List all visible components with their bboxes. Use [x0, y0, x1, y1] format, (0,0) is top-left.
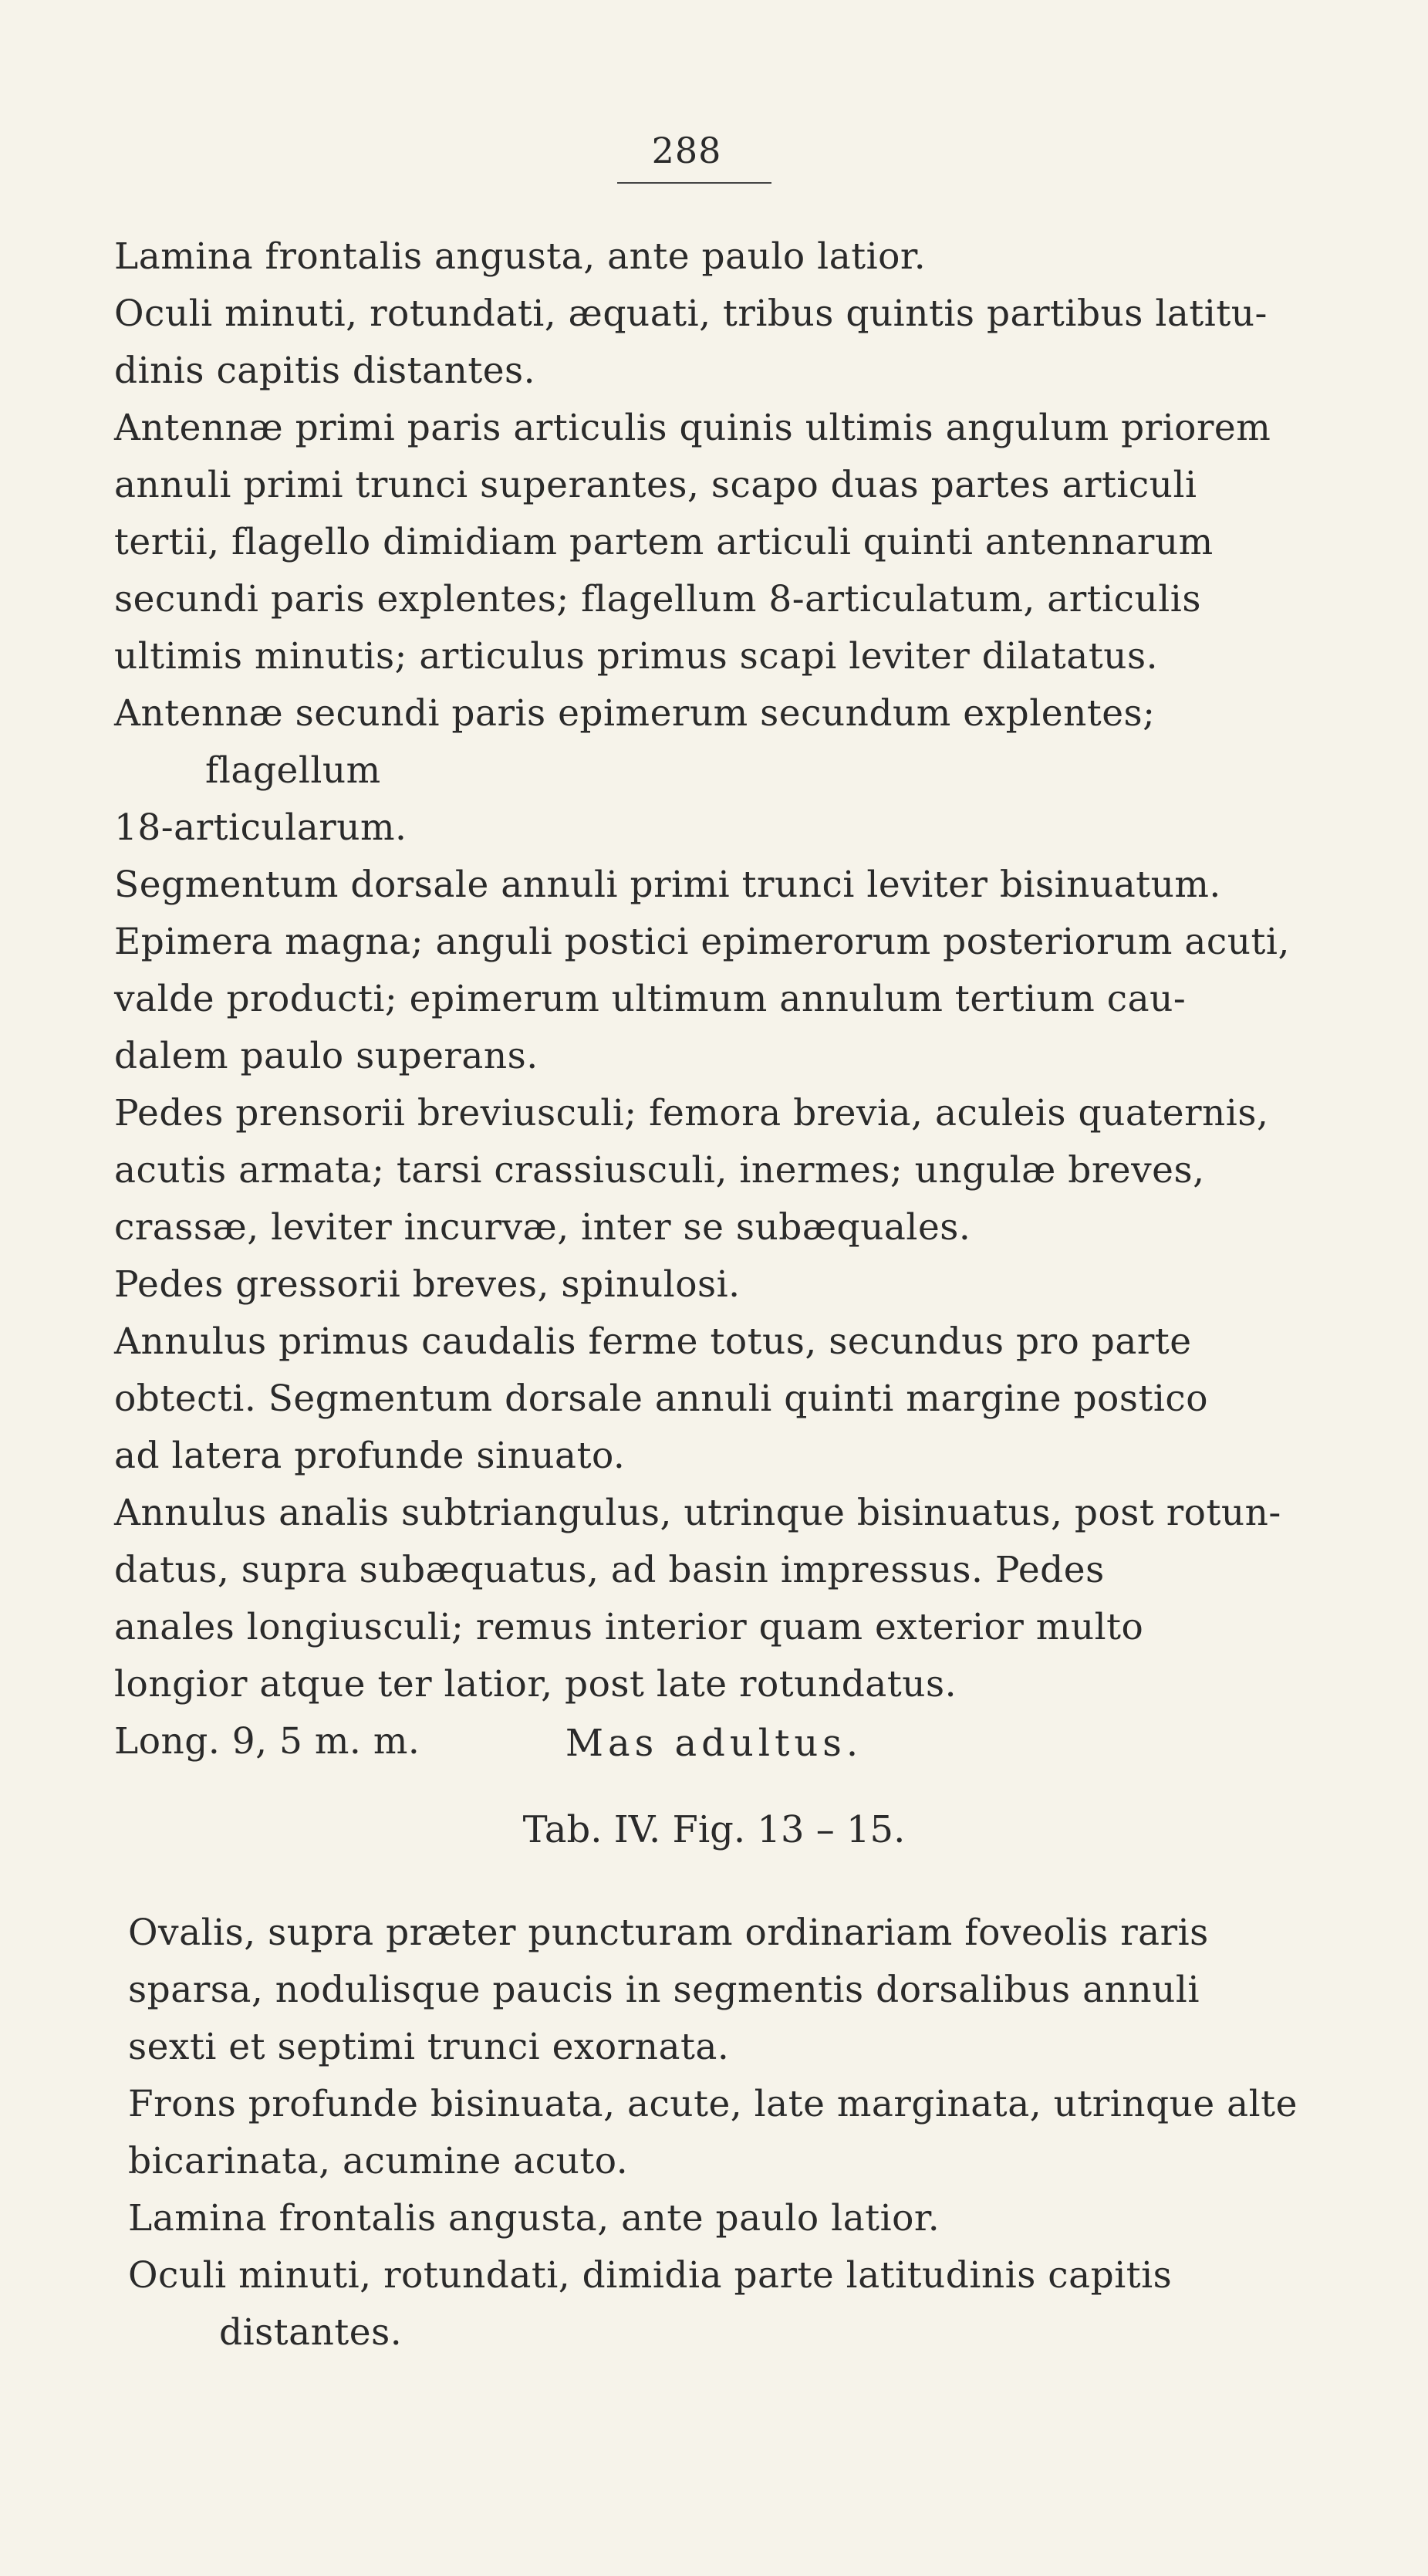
- text-line: Antennæ primi paris articulis quinis ultimis angulum priorem: [114, 407, 1271, 449]
- text-line: anales longiusculi; remus interior quam exterior multo: [114, 1606, 1144, 1648]
- paragraph-entry: [128, 2076, 1339, 2190]
- text-line: Annulus analis subtriangulus, utrinque bisinuatus, post rotun-: [114, 1492, 1281, 1534]
- text-line: Annulus primus caudalis ferme totus, secundus pro parte: [114, 1320, 1192, 1363]
- text-line: Lamina frontalis angusta, ante paulo latior.: [128, 2197, 940, 2240]
- text-line: longior atque ter latior, post late rotundatus.: [114, 1663, 957, 1706]
- text-line: 18-articularum.: [114, 806, 407, 849]
- text-line: sparsa, nodulisque paucis in segmentis dorsalibus annuli: [128, 1969, 1200, 2011]
- text-line: Long. 9, 5 m. m.: [114, 1720, 420, 1763]
- text-line: Frons profunde bisinuata, acute, late marginata, utrinque alte: [128, 2083, 1298, 2125]
- text-line: Segmentum dorsale annuli primi trunci leviter bisinuatum.: [114, 864, 1221, 906]
- text-line: Oculi minuti, rotundati, æquati, tribus quintis partibus latitu-: [114, 292, 1268, 335]
- paragraph-entry: [114, 400, 1325, 685]
- page-number-container: [609, 127, 764, 174]
- paragraph-entry: [114, 1256, 1325, 1313]
- paragraph-entry: [114, 914, 1325, 1085]
- paragraph-entry: [114, 1313, 1325, 1485]
- text-line: annuli primi trunci superantes, scapo duas partes articuli: [114, 464, 1197, 506]
- text-line: ad latera profunde sinuato.: [114, 1435, 626, 1477]
- text-line: Pedes gressorii breves, spinulosi.: [114, 1263, 741, 1306]
- text-line: Lamina frontalis angusta, ante paulo latior.: [114, 235, 927, 278]
- paragraph-entry: [128, 1905, 1339, 2076]
- text-line: dalem paulo superans.: [114, 1035, 538, 1077]
- text-line: Antennæ secundi paris epimerum secundum explentes; flagellum: [114, 692, 1156, 792]
- paragraph-entry: [114, 1485, 1325, 1713]
- text-line: ultimis minutis; articulus primus scapi leviter dilatatus.: [114, 635, 1159, 678]
- text-line: acutis armata; tarsi crassiusculi, inermes; ungulæ breves,: [114, 1149, 1205, 1192]
- paragraph-entry: [128, 2247, 1339, 2361]
- paragraph-entry: [114, 685, 1325, 857]
- text-line: Epimera magna; anguli postici epimerorum posteriorum acuti,: [114, 921, 1290, 963]
- text-line: valde producti; epimerum ultimum annulum tertium cau-: [114, 978, 1187, 1020]
- text-line: dinis capitis distantes.: [114, 350, 536, 392]
- paragraph-entry: [114, 286, 1325, 400]
- text-line: crassæ, leviter incurvæ, inter se subæquales.: [114, 1206, 971, 1249]
- paragraph-entry: [114, 857, 1325, 914]
- paragraph-entry: [114, 228, 1325, 286]
- section-heading: Mas adultus.: [565, 1722, 863, 1765]
- plate-reference: Tab. IV. Fig. 13 – 15.: [522, 1808, 906, 1851]
- text-line: bicarinata, acumine acuto.: [128, 2140, 629, 2182]
- text-line: Ovalis, supra præter puncturam ordinariam foveolis raris: [128, 1912, 1209, 1954]
- text-line: Pedes prensorii breviusculi; femora brevia, aculeis quaternis,: [114, 1092, 1269, 1134]
- paragraph-entry: [114, 1085, 1325, 1256]
- page-number: 288: [651, 130, 722, 171]
- text-line: sexti et septimi trunci exornata.: [128, 2026, 730, 2068]
- text-line: Oculi minuti, rotundati, dimidia parte latitudinis capitis distantes.: [128, 2254, 1173, 2354]
- description-section-female: [114, 228, 1325, 1770]
- text-line: secundi paris explentes; flagellum 8-articulatum, articulis: [114, 578, 1201, 620]
- paragraph-entry: [128, 2190, 1339, 2247]
- text-line: tertii, flagello dimidiam partem articuli quinti antennarum: [114, 521, 1214, 563]
- description-section-male: [128, 1905, 1339, 2361]
- page-number-rule: [617, 182, 771, 184]
- text-line: obtecti. Segmentum dorsale annuli quinti margine postico: [114, 1378, 1208, 1420]
- text-line: datus, supra subæquatus, ad basin impressus. Pedes: [114, 1549, 1105, 1591]
